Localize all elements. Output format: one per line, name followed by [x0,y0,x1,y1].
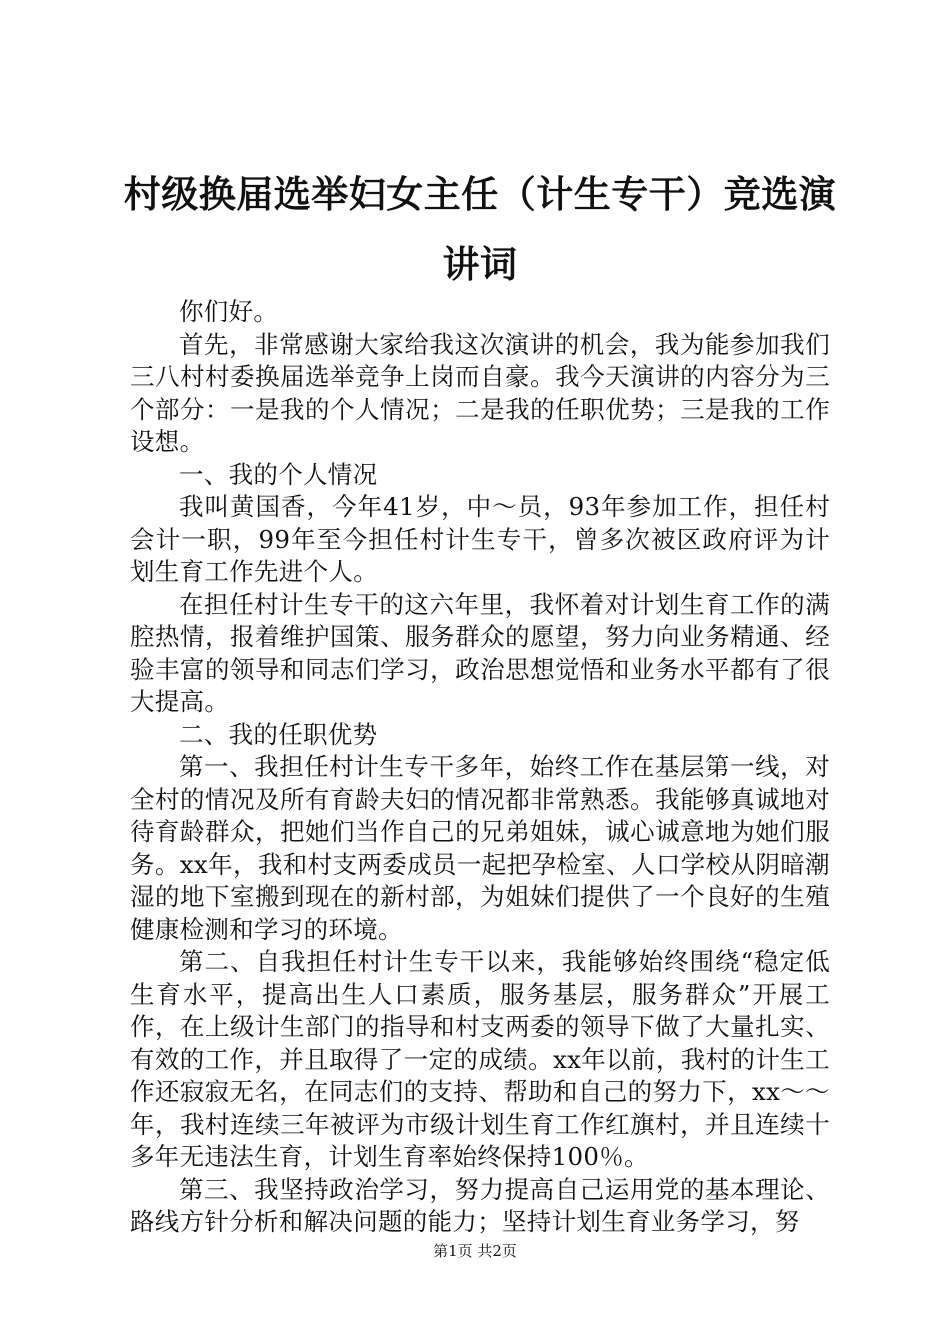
page-footer: 第1页 共2页 [433,1242,517,1260]
section-heading-advantages: 二、我的任职优势 [179,719,378,749]
paragraph-advantage-third: 第三、我坚持政治学习，努力提高自己运用党的基本理论、路线方针分析和解决问题的能力；坚持计划生育业务学习，努 [130,1174,830,1236]
document-title: 村级换届选举妇女主任（计生专干）竞选演讲词 [123,173,837,286]
paragraph-personal-info: 我叫黄国香，今年41岁，中～员，93年参加工作，担任村会计一职，99年至今担任村计生专干，曾多次被区政府评为计划生育工作先进个人。 [130,492,830,586]
paragraph-greeting: 你们好。 [179,297,279,326]
document-body [130,296,830,1239]
paragraph-advantage-second: 第二、自我担任村计生专干以来，我能够始终围绕“稳定低生育水平，提高出生人口素质，服务基层，服务群众”开展工作，在上级计生部门的指导和村支两委的领导下做了大量扎实、有效的工作，并且取得了一定的成绩。xx年以前，我村的计生工作还寂寂无名，在同志们的支持、帮助和自己的努力下，xx～～年，我村连续三年被评为市级计划生育工作红旗村，并且连续十多年无违法生育，计划生育率始终保持100％。 [130,947,830,1171]
paragraph-advantage-first: 第一、我担任村计生专干多年，始终工作在基层第一线，对全村的情况及所有育龄夫妇的情况都非常熟悉。我能够真诚地对待育龄群众，把她们当作自己的兄弟姐妹，诚心诚意地为她们服务。xx年，我和村支两委成员一起把孕检室、人口学校从阴暗潮湿的地下室搬到现在的新村部，为姐妹们提供了一个良好的生殖健康检测和学习的环境。 [130,752,830,944]
paragraph-intro: 首先，非常感谢大家给我这次演讲的机会，我为能参加我们三八村村委换届选举竞争上岗而自豪。我今天演讲的内容分为三个部分：一是我的个人情况；二是我的任职优势；三是我的工作设想。 [130,329,830,456]
section-heading-personal-info: 一、我的个人情况 [179,459,378,489]
paragraph-six-years: 在担任村计生专干的这六年里，我怀着对计划生育工作的满腔热情，报着维护国策、服务群众的愿望，努力向业务精通、经验丰富的领导和同志们学习，政治思想觉悟和业务水平都有了很大提高。 [130,589,830,716]
